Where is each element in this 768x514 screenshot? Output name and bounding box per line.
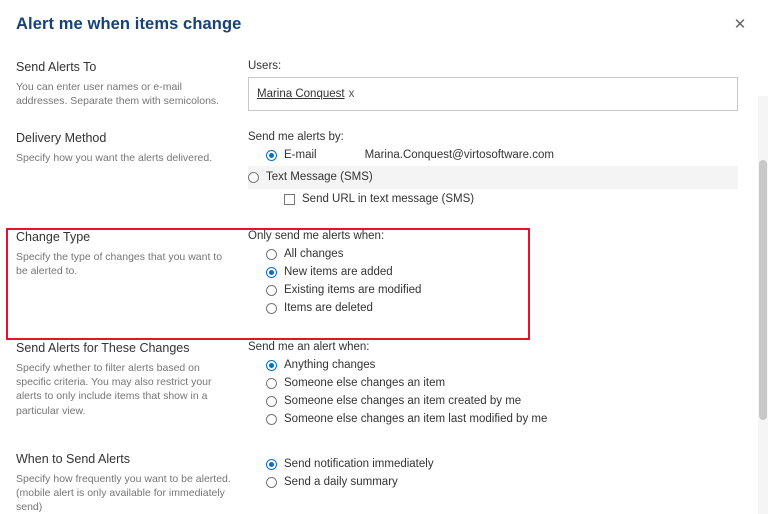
checkbox-send-url-sms[interactable]	[284, 192, 738, 207]
section-send-alerts-to	[0, 48, 768, 115]
checkbox-indicator	[284, 194, 295, 205]
section-when-to-send-alerts-controls	[232, 452, 768, 493]
radio-label: Existing items are modified	[284, 284, 422, 296]
section-send-alerts-for-these-changes	[0, 323, 768, 434]
radio-indicator	[266, 285, 277, 296]
radio-someone-else-changes-item-last-modified-by-me[interactable]	[266, 412, 738, 427]
delivery-method-label: Send me alerts by:	[248, 131, 344, 143]
section-change-type-info	[0, 230, 232, 278]
section-send-alerts-to-controls	[232, 60, 768, 111]
checkbox-label: Send URL in text message (SMS)	[302, 193, 475, 205]
radio-label: All changes	[284, 248, 344, 260]
radio-indicator	[266, 459, 277, 470]
user-chip[interactable]	[257, 88, 354, 100]
radio-indicator	[266, 150, 277, 161]
section-when-to-send-alerts-info	[0, 452, 232, 514]
radio-label: Text Message (SMS)	[266, 171, 373, 183]
alert-when-label: Send me an alert when:	[248, 341, 370, 353]
radio-label: E-mail	[284, 149, 317, 161]
section-change-type-controls	[232, 230, 768, 319]
dialog-body	[0, 48, 768, 514]
radio-label: Anything changes	[284, 359, 376, 371]
radio-someone-else-changes-item[interactable]	[266, 376, 738, 391]
section-delivery-method-info	[0, 131, 232, 165]
radio-all-changes[interactable]	[266, 247, 738, 262]
radio-label: New items are added	[284, 266, 393, 278]
radio-label: Send a daily summary	[284, 476, 398, 488]
radio-indicator	[266, 360, 277, 371]
radio-indicator	[248, 172, 259, 183]
section-description: Specify how you want the alerts delivered.	[16, 152, 213, 164]
radio-indicator	[266, 303, 277, 314]
radio-delivery-sms[interactable]	[248, 170, 373, 185]
radio-anything-changes[interactable]	[266, 358, 738, 373]
section-title: Change Type	[16, 230, 91, 244]
section-send-alerts-for-these-changes-controls	[232, 341, 768, 430]
section-delivery-method	[0, 115, 768, 214]
radio-label: Someone else changes an item	[284, 377, 446, 389]
section-title: Delivery Method	[16, 131, 107, 145]
radio-label: Items are deleted	[284, 302, 373, 314]
sms-option-group	[248, 166, 738, 189]
radio-indicator	[266, 267, 277, 278]
radio-label: Send notification immediately	[284, 458, 434, 470]
section-send-alerts-to-info	[0, 60, 232, 108]
radio-indicator	[266, 414, 277, 425]
radio-someone-else-changes-item-created-by-me[interactable]	[266, 394, 738, 409]
users-label: Users:	[248, 60, 282, 72]
section-description: Specify whether to filter alerts based on specific criteria. You may also restrict your alerts to only include items that show in a particular view.	[16, 362, 212, 417]
email-address-text: Marina.Conquest@virtosoftware.com	[364, 149, 554, 161]
page-title: Alert me when items change	[16, 14, 242, 33]
radio-label: Someone else changes an item last modified by me	[284, 413, 548, 425]
close-icon[interactable]: ✕	[726, 10, 754, 38]
radio-send-daily-summary[interactable]	[266, 475, 738, 490]
radio-items-deleted[interactable]	[266, 301, 738, 316]
section-delivery-method-controls	[232, 131, 768, 210]
change-type-label: Only send me alerts when:	[248, 230, 385, 242]
radio-label: Someone else changes an item created by me	[284, 395, 522, 407]
users-input[interactable]	[248, 77, 738, 111]
user-chip-remove-icon[interactable]: x	[348, 88, 355, 100]
section-description: Specify the type of changes that you want to be alerted to.	[16, 251, 223, 278]
section-title: When to Send Alerts	[16, 452, 130, 466]
section-send-alerts-for-these-changes-info	[0, 341, 232, 418]
scrollbar-thumb[interactable]	[759, 160, 767, 420]
section-title: Send Alerts To	[16, 60, 97, 74]
section-description: Specify how frequently you want to be alerted. (mobile alert is only available for immediately send)	[16, 473, 231, 514]
radio-indicator	[266, 396, 277, 407]
radio-send-notification-immediately[interactable]	[266, 457, 738, 472]
section-description: You can enter user names or e-mail addresses. Separate them with semicolons.	[16, 81, 220, 108]
radio-new-items-added[interactable]	[266, 265, 738, 280]
radio-indicator	[266, 249, 277, 260]
radio-indicator	[266, 378, 277, 389]
radio-indicator	[266, 477, 277, 488]
radio-existing-items-modified[interactable]	[266, 283, 738, 298]
section-change-type	[0, 214, 768, 323]
dialog-header	[0, 0, 768, 48]
user-chip-name: Marina Conquest	[257, 88, 345, 100]
section-title: Send Alerts for These Changes	[16, 341, 190, 355]
radio-delivery-email[interactable]	[266, 148, 738, 163]
section-when-to-send-alerts	[0, 434, 768, 514]
